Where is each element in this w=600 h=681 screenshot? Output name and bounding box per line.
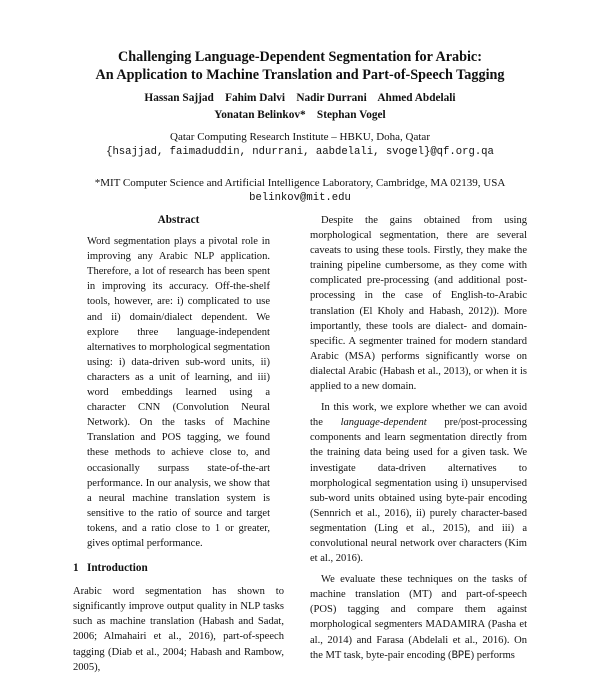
bpe-acronym: BPE — [451, 649, 471, 662]
language-dependent-emphasis: language-dependent — [340, 417, 427, 429]
title-line-1: Challenging Language-Dependent Segmentation for Arabic: — [118, 49, 482, 65]
title-line-2: An Application to Machine Translation and Part-of-Speech Tagging — [95, 67, 505, 83]
affiliation-qcri-emails: {hsajjad, faimaduddin, ndurrani, aabdelali, svogel}@qf.org.qa — [106, 146, 494, 158]
paper-title — [0, 48, 600, 84]
left-column — [73, 213, 284, 681]
affiliation-qcri — [0, 130, 600, 160]
right-paragraph-2 — [310, 400, 527, 566]
right-column — [310, 213, 527, 670]
authors-line-2: Yonatan Belinkov* Stephan Vogel — [214, 109, 386, 121]
author-list — [0, 90, 600, 124]
affiliation-qcri-name: Qatar Computing Research Institute – HBKU, Doha, Qatar — [170, 131, 430, 143]
affiliation-mit-name: *MIT Computer Science and Artificial Intelligence Laboratory, Cambridge, MA 02139, USA — [94, 177, 506, 189]
affiliation-mit — [0, 176, 600, 206]
abstract-body: Word segmentation plays a pivotal role in improving any Arabic NLP application. Therefore, a lot of research has been spent in improving its accuracy. Off-the-shelf tools, however, are: i) complicated to use and ii) domain/dialect dependent. We explore three language-independent alternatives to morphological segmentation using: i) data-driven sub-word units, ii) characters as a unit of learning, and iii) word embeddings learned using a character CNN (Convolution Neural Network). On the tasks of Machine Translation and POS tagging, we found these methods to achieve close to, and occasionally surpass state-of-the-art performance. In our analysis, we show that a neural machine translation system is sensitive to the ratio of source and target tokens, and a ratio close to 1 or greater, gives optimal performance. — [87, 236, 270, 549]
introduction-paragraph-1: Arabic word segmentation has shown to significantly improve output quality in NLP tasks such as machine translation (Habash and Sadat, 2006; Almahairi et al., 2016), part-of-speech tagging (Diab et al., 2004; Habash and Rambow, 2005), — [73, 586, 284, 673]
abstract-heading: Abstract — [157, 214, 200, 226]
affiliation-mit-email: belinkov@mit.edu — [249, 192, 351, 204]
introduction-heading: 1 Introduction — [73, 562, 148, 575]
right-paragraph-3 — [310, 572, 527, 664]
right-paragraph-3-start: We evaluate these techniques on the tasks of machine translation (MT) and part-of-speech (POS) tagging and compare them against morphological segmenters MADAMIRA (Pasha et al., 2014) and Farasa (Abdelali et al., 2016). On the MT task, byte-pair encoding ( — [310, 574, 527, 661]
authors-line-1: Hassan Sajjad Fahim Dalvi Nadir Durrani Ahmed Abdelali — [144, 92, 456, 104]
right-paragraph-1: Despite the gains obtained from using morphological segmentation, there are several caveats to using these tools. Firstly, they make the training pipeline cumbersome, as they come with complicated pre-processing (and additional post-processing in the case of English-to-Arabic translation (El Kholy and Habash, 2012)). More importantly, these tools are dialect- and domain-specific. A segmenter trained for modern standard Arabic (MSA) performs significantly worse on dialectal Arabic (Habash et al., 2013), or when it is applied to a new domain. — [310, 215, 527, 393]
right-paragraph-3-end: ) performs — [470, 649, 515, 661]
right-paragraph-2-start: In this work, we explore whether we can avoid the — [310, 402, 527, 429]
right-paragraph-2-end: pre/post-processing components and learn segmentation directly from the training data being used for a given task. We investigate data-driven alternatives to morphological segmentation using i) unsupervised sub-word units obtained using byte-pair encoding (Sennrich et al., 2016), ii) purely character-based segmentation (Ling et al., 2015), and iii) a convolutional neural network over characters (Kim et al., 2016). — [310, 417, 527, 565]
